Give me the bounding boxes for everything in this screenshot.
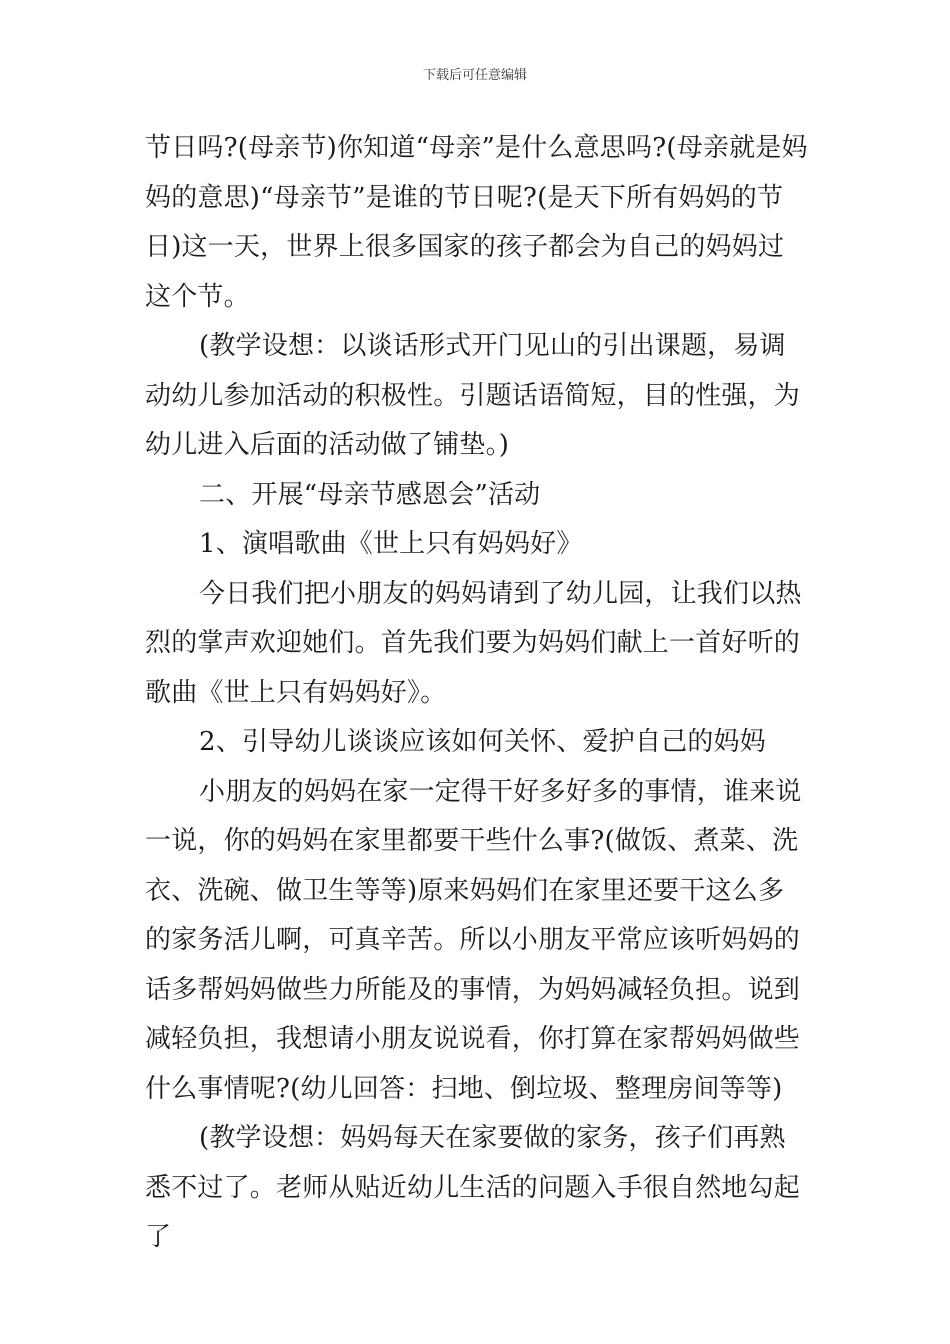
page-header: 下载后可任意编辑 (422, 68, 527, 83)
document-body (145, 124, 810, 1263)
paragraph-2: (教学设想：以谈话形式开门见山的引出课题，易调动幼儿参加活动的积极性。引题话语简短，目的性强，为幼儿进入后面的活动做了铺垫。) (145, 331, 801, 460)
subheading-1: 1、演唱歌曲《世上只有妈妈好》 (199, 529, 583, 559)
paragraph-1: 节日吗?(母亲节)你知道“母亲”是什么意思吗?(母亲就是妈妈的意思)“母亲节”是谁的节日呢?(是天下所有妈妈的节日)这一天，世界上很多国家的孩子都会为自己的妈妈过这个节。 (145, 133, 808, 312)
paragraph-5: (教学设想：妈妈每天在家要做的家务，孩子们再熟悉不过了。老师从贴近幼儿生活的问题入手很自然地勾起了 (145, 1123, 801, 1252)
subheading-2: 2、引导幼儿谈谈应该如何关怀、爱护自己的妈妈 (199, 727, 766, 757)
paragraph-4: 小朋友的妈妈在家一定得干好多好多的事情，谁来说一说，你的妈妈在家里都要干些什么事?(做饭、煮菜、洗衣、洗碗、做卫生等等)原来妈妈们在家里还要干这么多的家务活儿啊，可真辛苦。所以小朋友平常应该听妈妈的话多帮妈妈做些力所能及的事情，为妈妈减轻负担。说到减轻负担，我想请小朋友说说看，你打算在家帮妈妈做些什么事情呢?(幼儿回答：扫地、倒垃圾、整理房间等等) (145, 776, 802, 1104)
paragraph-3: 今日我们把小朋友的妈妈请到了幼儿园，让我们以热烈的掌声欢迎她们。首先我们要为妈妈们献上一首好听的歌曲《世上只有妈妈好》。 (145, 578, 802, 708)
section-heading: 二、开展“母亲节感恩会”活动 (199, 479, 541, 510)
